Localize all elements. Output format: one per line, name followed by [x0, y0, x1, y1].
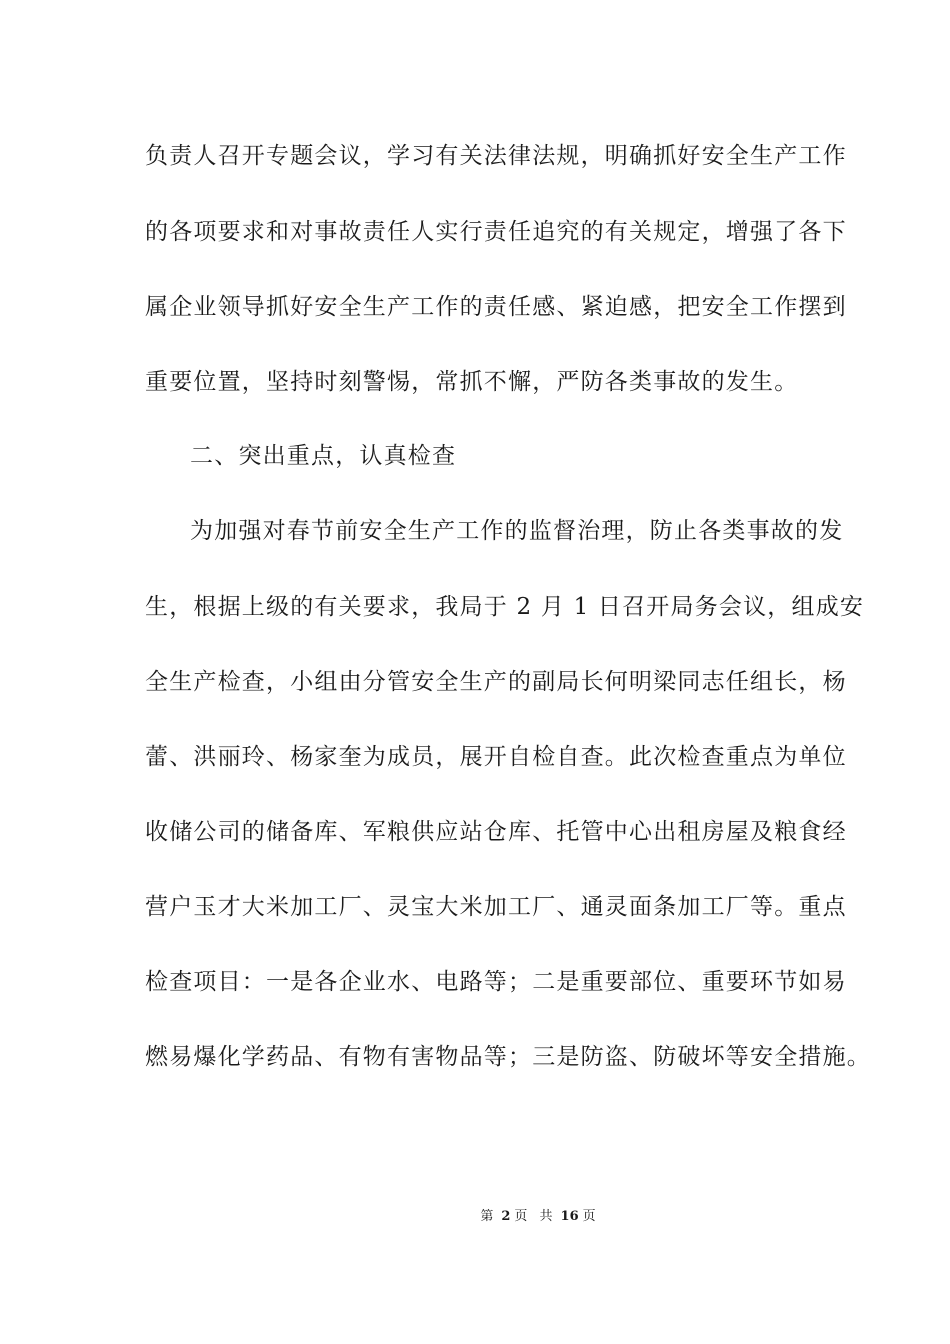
paragraph-2-line-1: 为加强对春节前安全生产工作的监督治理，防止各类事故的发: [190, 518, 844, 544]
page-footer: [0, 1208, 950, 1226]
footer-suffix: 页: [582, 1209, 600, 1224]
paragraph-1-line-1: 负责人召开专题会议，学习有关法律法规，明确抓好安全生产工作: [145, 143, 847, 169]
paragraph-1-line-4: 重要位置，坚持时刻警惕，常抓不懈，严防各类事故的发生。: [145, 369, 799, 395]
footer-middle: 页 共: [514, 1209, 557, 1224]
section-heading: 二、突出重点，认真检查: [190, 443, 457, 469]
footer-prefix: 第: [480, 1209, 498, 1224]
footer-total-pages: 16: [560, 1209, 579, 1224]
paragraph-2-line-3: 全生产检查，小组由分管安全生产的副局长何明梁同志任组长，杨: [145, 669, 847, 695]
paragraph-1-line-3: 属企业领导抓好安全生产工作的责任感、紧迫感，把安全工作摆到: [145, 294, 847, 320]
paragraph-1-line-2: 的各项要求和对事故责任人实行责任追究的有关规定，增强了各下: [145, 219, 847, 245]
paragraph-2-line-5: 收储公司的储备库、军粮供应站仓库、托管中心出租房屋及粮食经: [145, 819, 847, 845]
paragraph-2-line-2: 生，根据上级的有关要求，我局于 2 月 1 日召开局务会议，组成安: [145, 594, 865, 620]
paragraph-2-line-8: 燃易爆化学药品、有物有害物品等；三是防盗、防破坏等安全措施。: [145, 1044, 871, 1070]
paragraph-2-line-6: 营户玉才大米加工厂、灵宝大米加工厂、通灵面条加工厂等。重点: [145, 894, 847, 920]
footer-page-number: 2: [501, 1209, 511, 1224]
paragraph-2-line-4: 蕾、洪丽玲、杨家奎为成员，展开自检自查。此次检查重点为单位: [145, 744, 847, 770]
paragraph-2-line-7: 检查项目：一是各企业水、电路等；二是重要部位、重要环节如易: [145, 969, 847, 995]
